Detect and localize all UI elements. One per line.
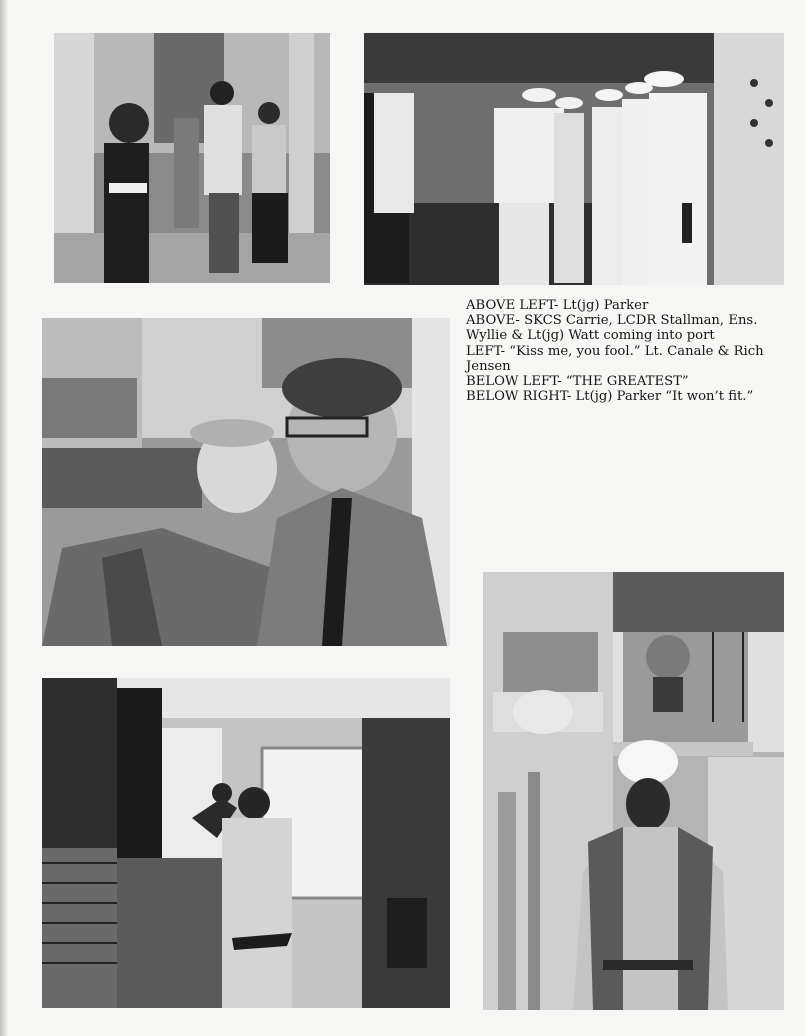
photo-it-wont-fit (483, 572, 784, 1010)
photo-parker-street (54, 33, 330, 283)
photo-officers-port (364, 33, 784, 285)
caption-below-left: BELOW LEFT- “THE GREATEST” (466, 374, 689, 390)
page-edge (0, 0, 8, 1036)
caption-below-right: BELOW RIGHT- Lt(jg) Parker “It won’t fit.” (466, 389, 754, 405)
photo-kiss-me-you-fool (42, 318, 450, 646)
caption-above-left: ABOVE LEFT- Lt(jg) Parker (466, 298, 649, 313)
photo-the-greatest (42, 678, 450, 1008)
caption-above: ABOVE- SKCS Carrie, LCDR Stallman, Ens. Wyllie & Lt(jg) Watt coming into port (466, 313, 758, 344)
photo-captions (466, 298, 766, 404)
caption-left: LEFT- “Kiss me, you fool.” Lt. Canale & Rich Jensen (466, 343, 764, 374)
